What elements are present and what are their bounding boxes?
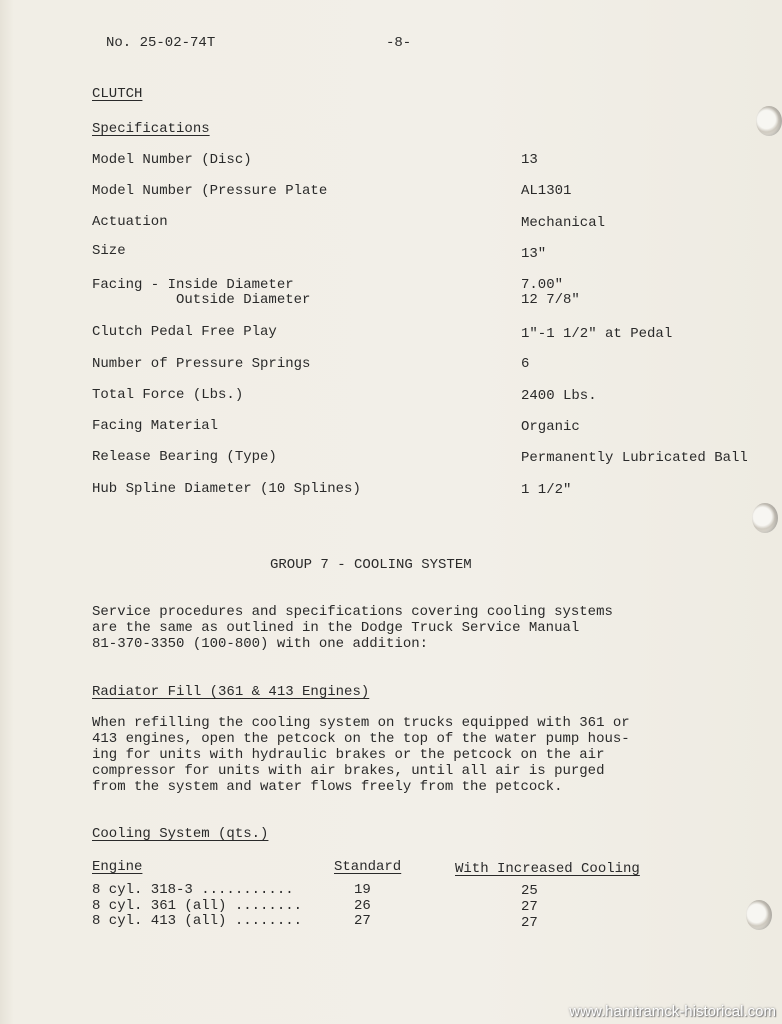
specifications-heading: Specifications bbox=[92, 121, 210, 137]
spec-value: 13" bbox=[521, 246, 547, 262]
spec-value: 12 7/8" bbox=[521, 292, 580, 308]
spec-value: 2400 Lbs. bbox=[521, 388, 597, 404]
spec-label: Number of Pressure Springs bbox=[92, 356, 311, 372]
radiator-text-line: When refilling the cooling system on trucks equipped with 361 or bbox=[92, 715, 630, 731]
spec-value: 1"-1 1/2" at Pedal bbox=[521, 326, 673, 342]
spec-label: Hub Spline Diameter (10 Splines) bbox=[92, 481, 361, 497]
table-cell-engine: 8 cyl. 413 (all) ........ bbox=[92, 913, 303, 929]
spec-label: Clutch Pedal Free Play bbox=[92, 324, 277, 340]
table-cell-engine: 8 cyl. 318-3 ........... bbox=[92, 882, 294, 898]
table-cell-standard: 26 bbox=[354, 898, 371, 914]
spec-value: Mechanical bbox=[521, 215, 606, 231]
spec-value: 7.00" bbox=[521, 277, 564, 293]
binder-hole bbox=[746, 900, 772, 930]
spec-value: 6 bbox=[521, 356, 530, 372]
spec-label: Model Number (Disc) bbox=[92, 152, 252, 168]
radiator-text-line: 413 engines, open the petcock on the top of the water pump hous- bbox=[92, 731, 630, 747]
table-cell-increased: 27 bbox=[521, 899, 538, 915]
table-header-engine: Engine bbox=[92, 859, 143, 875]
binder-hole bbox=[756, 106, 782, 136]
table-cell-increased: 25 bbox=[521, 883, 538, 899]
spec-value: Organic bbox=[521, 419, 580, 435]
table-cell-increased: 27 bbox=[521, 915, 538, 931]
intro-line: 81-370-3350 (100-800) with one addition: bbox=[92, 636, 429, 652]
radiator-text-line: compressor for units with air brakes, until all air is purged bbox=[92, 763, 605, 779]
intro-line: are the same as outlined in the Dodge Truck Service Manual bbox=[92, 620, 580, 636]
radiator-fill-heading: Radiator Fill (361 & 413 Engines) bbox=[92, 684, 370, 700]
spec-value: 1 1/2" bbox=[521, 482, 572, 498]
spec-label: Model Number (Pressure Plate bbox=[92, 183, 328, 199]
spec-label: Outside Diameter bbox=[176, 292, 311, 308]
spec-value: 13 bbox=[521, 152, 538, 168]
spec-label: Facing - Inside Diameter bbox=[92, 277, 294, 293]
spec-label: Size bbox=[92, 243, 126, 259]
page-number: -8- bbox=[386, 35, 412, 51]
spec-label: Actuation bbox=[92, 214, 168, 230]
spec-value: AL1301 bbox=[521, 183, 572, 199]
spec-value: Permanently Lubricated Ball bbox=[521, 450, 748, 466]
cooling-group-heading: GROUP 7 - COOLING SYSTEM bbox=[270, 557, 472, 573]
clutch-heading: CLUTCH bbox=[92, 86, 143, 102]
radiator-text-line: ing for units with hydraulic brakes or the petcock on the air bbox=[92, 747, 605, 763]
spec-label: Release Bearing (Type) bbox=[92, 449, 277, 465]
table-cell-engine: 8 cyl. 361 (all) ........ bbox=[92, 898, 303, 914]
intro-line: Service procedures and specifications covering cooling systems bbox=[92, 604, 613, 620]
spec-label: Facing Material bbox=[92, 418, 219, 434]
spec-label: Total Force (Lbs.) bbox=[92, 387, 244, 403]
cooling-capacity-heading: Cooling System (qts.) bbox=[92, 826, 269, 842]
table-cell-standard: 19 bbox=[354, 882, 371, 898]
document-number: No. 25-02-74T bbox=[106, 35, 216, 51]
table-cell-standard: 27 bbox=[354, 913, 371, 929]
table-header-increased: With Increased Cooling bbox=[455, 861, 640, 877]
binder-hole bbox=[752, 503, 778, 533]
table-header-standard: Standard bbox=[334, 859, 402, 875]
radiator-text-line: from the system and water flows freely from the petcock. bbox=[92, 779, 563, 795]
watermark: www.hamtramck-historical.com bbox=[569, 1003, 776, 1020]
